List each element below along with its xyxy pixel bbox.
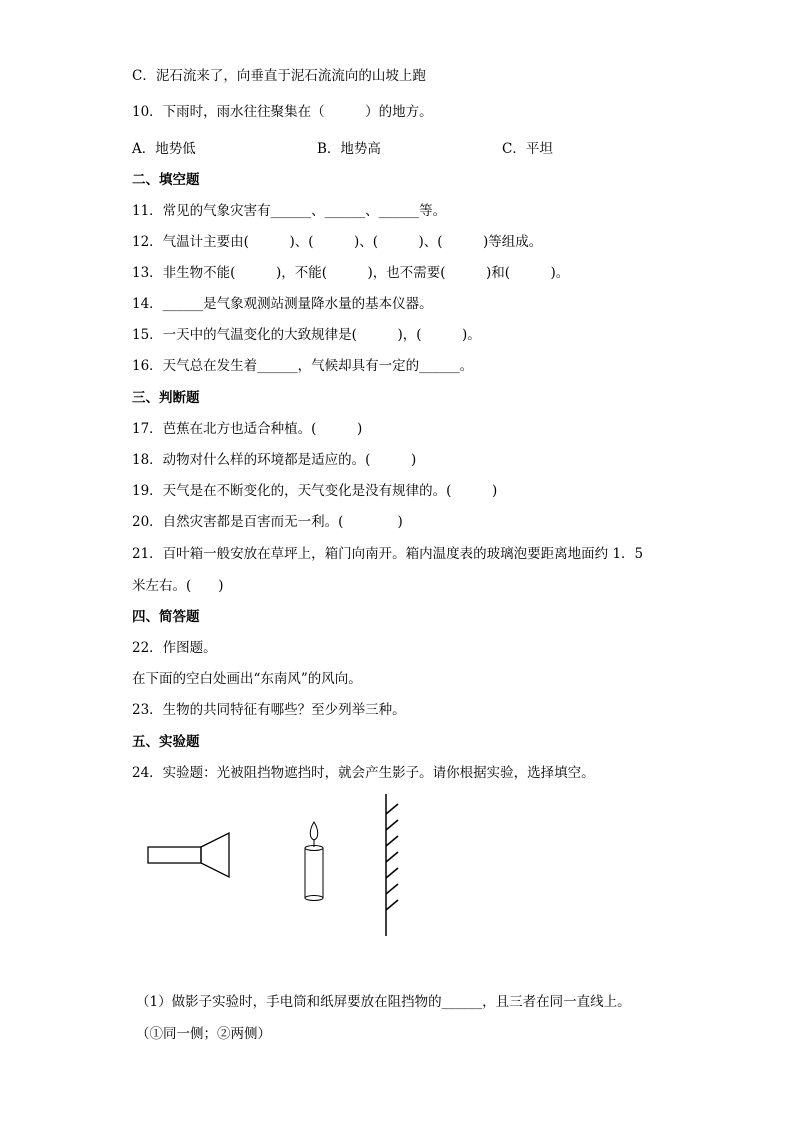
question-11: 11．常见的气象灾害有______、______、______等。 — [132, 203, 447, 219]
question-18: 18．动物对什么样的环境都是适应的。( ) — [132, 452, 417, 468]
q10-option-c: C．平坦 — [502, 141, 553, 157]
candle-icon — [305, 822, 323, 901]
question-19: 19．天气是在不断变化的，天气变化是没有规律的。( ) — [132, 483, 498, 499]
question-14: 14．______是气象观测站测量降水量的基本仪器。 — [132, 296, 433, 312]
question-23: 23．生物的共同特征有哪些？至少列举三种。 — [132, 702, 406, 718]
question-21-line2: 米左右。( ) — [132, 578, 224, 594]
question-12: 12．气温计主要由( )、( )、( )、( )等组成。 — [132, 234, 543, 250]
question-20: 20．自然灾害都是百害而无一利。( ) — [132, 514, 403, 530]
q10-option-a: A．地势低 — [132, 141, 196, 157]
question-13: 13．非生物不能( )，不能( )，也不需要( )和( )。 — [132, 265, 570, 281]
question-17: 17．芭蕉在北方也适合种植。( ) — [132, 421, 363, 437]
section-title-true-false: 三、判断题 — [132, 390, 200, 406]
shadow-experiment-figure — [140, 790, 470, 950]
q10-stem: 10．下雨时，雨水往往聚集在（ ）的地方。 — [132, 104, 433, 120]
question-22-instruction: 在下面的空白处画出“东南风”的风向。 — [132, 671, 362, 687]
paper-screen-icon — [386, 794, 398, 936]
question-24-part-1: （1）做影子实验时，手电筒和纸屏要放在阻挡物的______，且三者在同一直线上。 — [136, 994, 631, 1010]
question-21-line1: 21．百叶箱一般安放在草坪上，箱门向南开。箱内温度表的玻璃泡要距离地面约 1．5 — [132, 546, 644, 562]
section-title-fill-in: 二、填空题 — [132, 172, 200, 188]
question-24: 24．实验题：光被阻挡物遮挡时，就会产生影子。请你根据实验，选择填空。 — [132, 765, 595, 781]
q10-option-b: B．地势高 — [317, 141, 381, 157]
question-16: 16．天气总在发生着______，气候却具有一定的______。 — [132, 358, 474, 374]
question-24-part-1-options: （①同一侧；②两侧） — [136, 1026, 271, 1042]
question-22: 22．作图题。 — [132, 640, 217, 656]
section-title-experiment: 五、实验题 — [132, 734, 200, 750]
section-title-short-answer: 四、简答题 — [132, 609, 200, 625]
question-15: 15．一天中的气温变化的大致规律是( )，( )。 — [132, 327, 481, 343]
flashlight-icon — [148, 833, 229, 877]
q9-option-c: C．泥石流来了，向垂直于泥石流流向的山坡上跑 — [132, 68, 426, 84]
